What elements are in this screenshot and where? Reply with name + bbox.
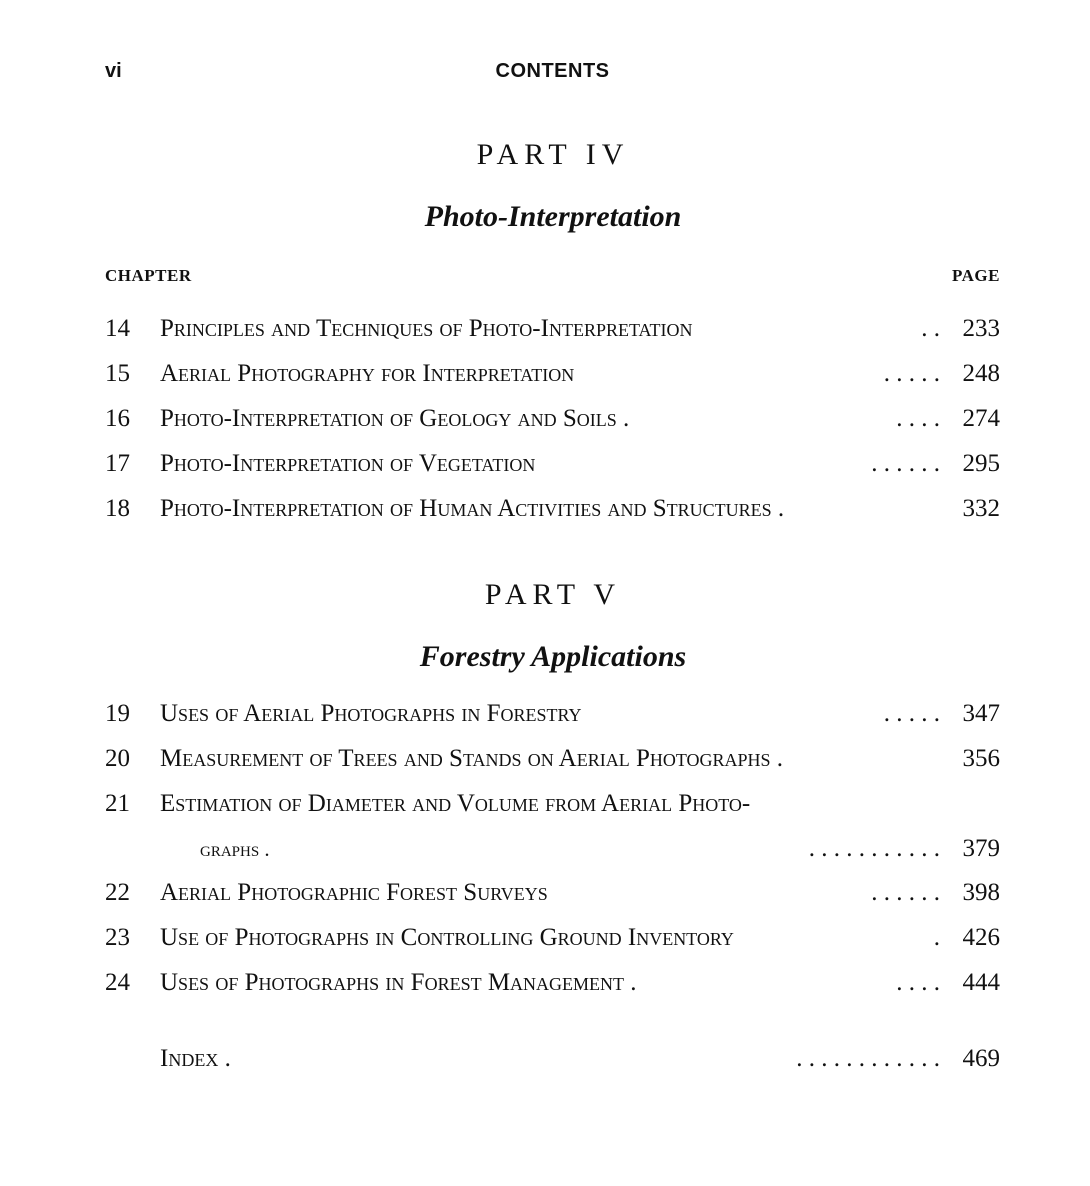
toc-entry[interactable]: [105, 876, 1000, 910]
chapter-number: 14: [105, 315, 130, 342]
dot-leader: . .: [921, 315, 940, 342]
chapter-column-heading: CHAPTER: [105, 266, 192, 285]
dot-leader: . . . . .: [883, 700, 940, 727]
chapter-title: Photo-Interpretation of Geology and Soils .: [160, 405, 630, 432]
page-column-heading: PAGE: [952, 266, 1000, 285]
page-reference: 332: [962, 495, 1000, 522]
dot-leader: . . . .: [896, 969, 940, 996]
chapter-title: graphs .: [200, 837, 270, 861]
chapter-title: Principles and Techniques of Photo-Interpretation: [160, 315, 693, 342]
chapter-title: Aerial Photography for Interpretation: [160, 360, 575, 387]
chapter-number: 22: [105, 879, 130, 906]
page-reference: 295: [962, 450, 1000, 477]
chapter-title: Use of Photographs in Controlling Ground Inventory: [160, 924, 734, 951]
page-reference: 444: [962, 969, 1000, 996]
page-reference: 356: [962, 745, 1000, 772]
chapter-title: Photo-Interpretation of Vegetation: [160, 450, 536, 477]
chapter-number: 24: [105, 969, 130, 996]
page-reference: 379: [962, 835, 1000, 862]
toc-entry[interactable]: [105, 447, 1000, 481]
toc-entry[interactable]: [105, 966, 1000, 1000]
toc-entry[interactable]: [105, 357, 1000, 391]
toc-entry[interactable]: [105, 697, 1000, 731]
chapter-title: Measurement of Trees and Stands on Aerial Photographs .: [160, 745, 784, 772]
running-head: [105, 60, 1000, 88]
dot-leader: . . . . . .: [871, 450, 940, 477]
chapter-title: Uses of Photographs in Forest Management .: [160, 969, 637, 996]
page-reference: 233: [962, 315, 1000, 342]
chapter-title: Uses of Aerial Photographs in Forestry: [160, 700, 582, 727]
toc-entry[interactable]: [105, 312, 1000, 346]
chapter-number: 19: [105, 700, 130, 727]
column-headings: [105, 266, 1000, 290]
part-v-subtitle: Forestry Applications: [419, 640, 687, 673]
index-title: Index .: [160, 1045, 231, 1072]
page-reference: 398: [962, 879, 1000, 906]
chapter-number: 15: [105, 360, 130, 387]
page-reference: 426: [962, 924, 1000, 951]
chapter-number: 18: [105, 495, 130, 522]
page-reference: 248: [962, 360, 1000, 387]
toc-entry-continuation[interactable]: [105, 832, 1000, 866]
dot-leader: . . . . . . . . . . . .: [796, 1045, 940, 1072]
dot-leader: .: [933, 924, 940, 951]
chapter-number: 23: [105, 924, 130, 951]
toc-entry[interactable]: [105, 492, 1000, 526]
dot-leader: . . . . .: [883, 360, 940, 387]
toc-entry[interactable]: [105, 742, 1000, 776]
page-reference: 274: [962, 405, 1000, 432]
toc-entry[interactable]: [105, 921, 1000, 955]
chapter-title: Aerial Photographic Forest Surveys: [160, 879, 548, 906]
part-iv-title: PART IV: [476, 138, 630, 171]
chapter-number: 21: [105, 790, 130, 817]
chapter-number: 16: [105, 405, 130, 432]
dot-leader: . . . .: [896, 405, 940, 432]
chapter-title: Photo-Interpretation of Human Activities and Structures .: [160, 495, 785, 522]
dot-leader: . . . . . . . . . . .: [808, 835, 940, 862]
toc-entry[interactable]: [105, 402, 1000, 436]
chapter-number: 20: [105, 745, 130, 772]
page-number: vi: [105, 60, 122, 82]
toc-entry-index[interactable]: [105, 1042, 1000, 1076]
part-v-title: PART V: [484, 578, 622, 611]
page-reference: 347: [962, 700, 1000, 727]
chapter-title: Estimation of Diameter and Volume from Aerial Photo-: [160, 790, 751, 817]
toc-entry[interactable]: [105, 787, 1000, 821]
chapter-number: 17: [105, 450, 130, 477]
running-title: CONTENTS: [495, 60, 610, 82]
page-reference: 469: [962, 1045, 1000, 1072]
part-iv-subtitle: Photo-Interpretation: [424, 200, 682, 233]
dot-leader: . . . . . .: [871, 879, 940, 906]
